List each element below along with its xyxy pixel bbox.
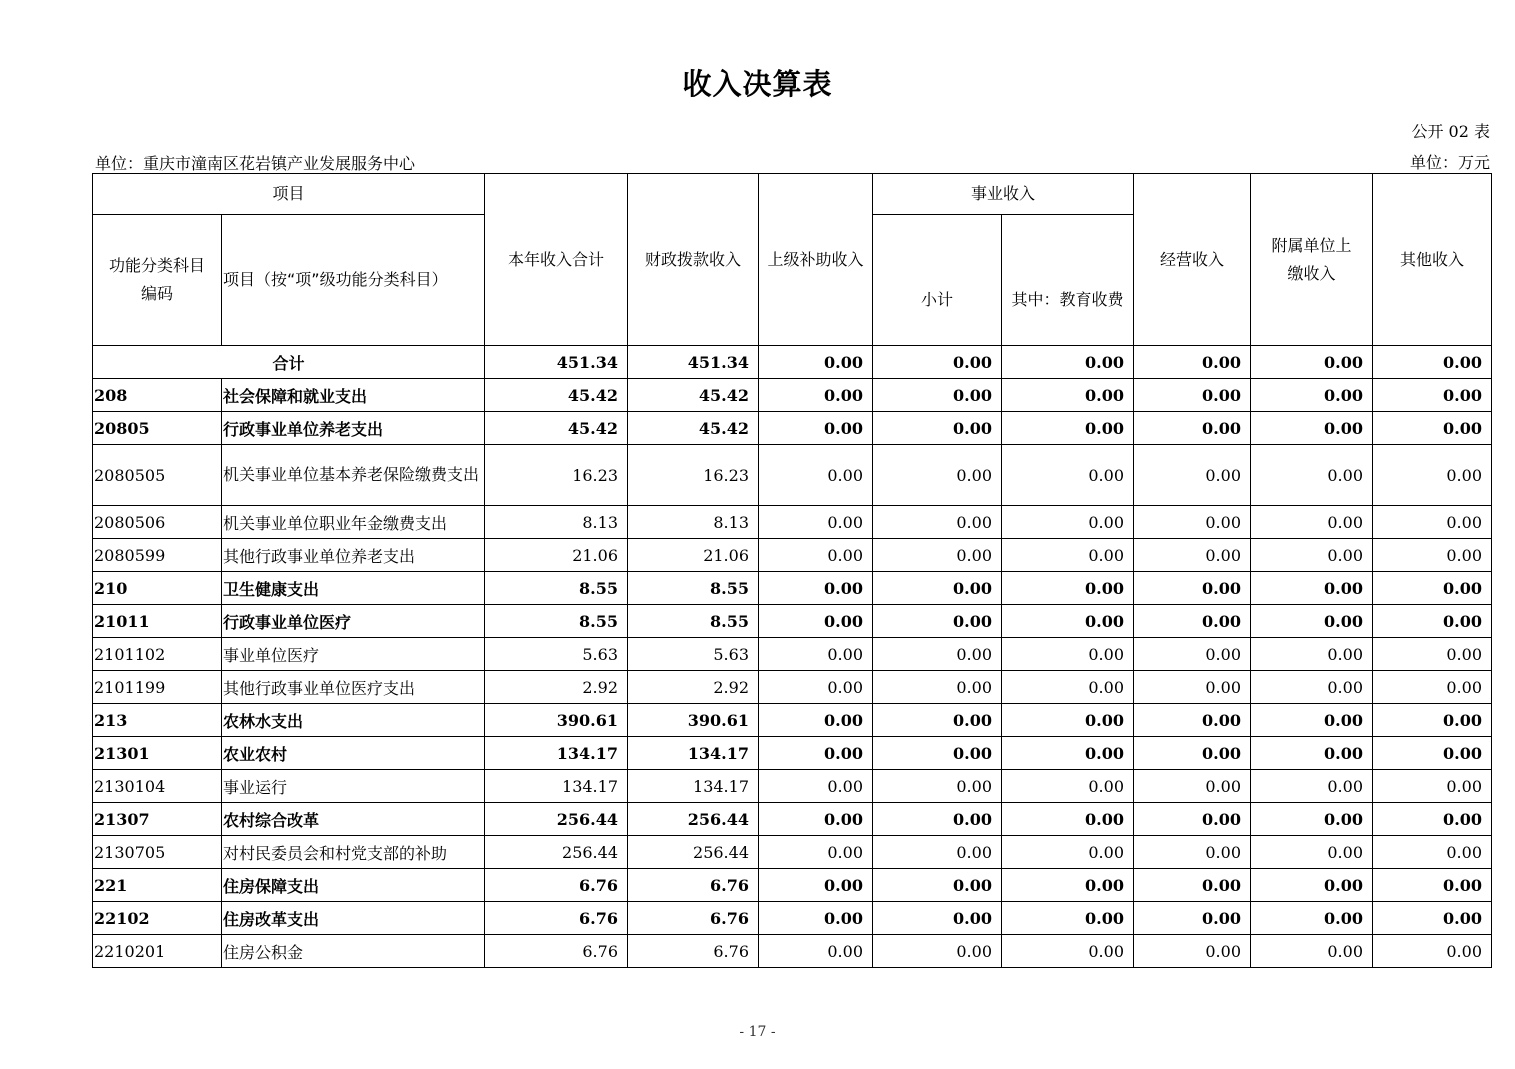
total-value: 0.00 <box>759 346 873 379</box>
table-row <box>93 704 1492 737</box>
row-value: 0.00 <box>873 572 1002 605</box>
row-value: 0.00 <box>1134 671 1251 704</box>
table-row <box>93 671 1492 704</box>
row-value: 0.00 <box>1002 935 1134 968</box>
row-value: 0.00 <box>873 638 1002 671</box>
row-value: 0.00 <box>1134 836 1251 869</box>
form-number: 公开 02 表 <box>1411 122 1490 141</box>
row-value: 0.00 <box>1251 605 1373 638</box>
total-value: 0.00 <box>1002 346 1134 379</box>
row-value: 0.00 <box>759 671 873 704</box>
row-value: 0.00 <box>1251 770 1373 803</box>
row-value: 0.00 <box>873 737 1002 770</box>
row-value: 21.06 <box>628 539 759 572</box>
row-name: 农林水支出 <box>222 704 485 737</box>
row-code: 2101199 <box>93 671 222 704</box>
row-value: 0.00 <box>1002 869 1134 902</box>
row-value: 0.00 <box>1373 638 1492 671</box>
row-value: 0.00 <box>759 506 873 539</box>
row-value: 0.00 <box>1251 737 1373 770</box>
row-code: 2080599 <box>93 539 222 572</box>
row-value: 0.00 <box>1251 902 1373 935</box>
total-label: 合计 <box>93 346 485 379</box>
row-value: 16.23 <box>628 445 759 506</box>
row-value: 6.76 <box>485 869 628 902</box>
row-value: 0.00 <box>1002 379 1134 412</box>
row-value: 0.00 <box>873 539 1002 572</box>
row-value: 6.76 <box>628 869 759 902</box>
row-value: 0.00 <box>1002 605 1134 638</box>
row-value: 0.00 <box>1373 869 1492 902</box>
page-number: - 17 - <box>739 1024 776 1040</box>
header-operating: 经营收入 <box>1134 174 1251 346</box>
row-value: 0.00 <box>1134 605 1251 638</box>
table-row <box>93 412 1492 445</box>
row-name: 机关事业单位基本养老保险缴费支出 <box>222 445 485 506</box>
table-row <box>93 572 1492 605</box>
row-value: 0.00 <box>1373 412 1492 445</box>
row-value: 256.44 <box>485 803 628 836</box>
row-value: 134.17 <box>628 770 759 803</box>
row-value: 0.00 <box>1373 704 1492 737</box>
row-value: 0.00 <box>1373 572 1492 605</box>
row-value: 256.44 <box>628 803 759 836</box>
row-code: 2210201 <box>93 935 222 968</box>
total-value: 0.00 <box>873 346 1002 379</box>
row-value: 0.00 <box>759 836 873 869</box>
row-value: 0.00 <box>1373 445 1492 506</box>
row-value: 6.76 <box>485 935 628 968</box>
row-value: 256.44 <box>628 836 759 869</box>
row-value: 134.17 <box>485 737 628 770</box>
row-value: 0.00 <box>873 704 1002 737</box>
row-value: 0.00 <box>873 770 1002 803</box>
row-value: 0.00 <box>873 803 1002 836</box>
row-code: 213 <box>93 704 222 737</box>
table-row <box>93 902 1492 935</box>
row-value: 0.00 <box>1002 445 1134 506</box>
row-value: 134.17 <box>628 737 759 770</box>
row-value: 45.42 <box>628 379 759 412</box>
row-name: 事业单位医疗 <box>222 638 485 671</box>
row-name: 卫生健康支出 <box>222 572 485 605</box>
row-value: 0.00 <box>1134 935 1251 968</box>
row-name: 住房保障支出 <box>222 869 485 902</box>
total-value: 0.00 <box>1134 346 1251 379</box>
row-name: 其他行政事业单位医疗支出 <box>222 671 485 704</box>
row-value: 8.55 <box>628 572 759 605</box>
row-value: 390.61 <box>485 704 628 737</box>
row-value: 21.06 <box>485 539 628 572</box>
row-name: 农业农村 <box>222 737 485 770</box>
row-name: 行政事业单位养老支出 <box>222 412 485 445</box>
row-value: 0.00 <box>759 445 873 506</box>
row-code: 22102 <box>93 902 222 935</box>
header-education-fee: 其中：教育收费 <box>1002 215 1134 346</box>
row-value: 5.63 <box>485 638 628 671</box>
row-value: 0.00 <box>1251 412 1373 445</box>
row-value: 0.00 <box>873 935 1002 968</box>
page-title: 收入决算表 <box>682 67 833 101</box>
row-value: 0.00 <box>1002 539 1134 572</box>
row-code: 208 <box>93 379 222 412</box>
row-value: 0.00 <box>759 539 873 572</box>
row-value: 8.13 <box>628 506 759 539</box>
row-value: 0.00 <box>1373 836 1492 869</box>
table-row <box>93 539 1492 572</box>
table-row <box>93 935 1492 968</box>
row-value: 0.00 <box>1251 803 1373 836</box>
table-row <box>93 737 1492 770</box>
row-value: 0.00 <box>759 412 873 445</box>
row-value: 0.00 <box>1251 379 1373 412</box>
header-project-group: 项目 <box>93 174 485 215</box>
total-value: 451.34 <box>628 346 759 379</box>
row-value: 0.00 <box>1134 572 1251 605</box>
table-row <box>93 379 1492 412</box>
header-other: 其他收入 <box>1373 174 1492 346</box>
row-value: 256.44 <box>485 836 628 869</box>
row-value: 0.00 <box>873 671 1002 704</box>
row-code: 21301 <box>93 737 222 770</box>
row-value: 8.55 <box>485 572 628 605</box>
total-value: 0.00 <box>1373 346 1492 379</box>
row-value: 0.00 <box>759 704 873 737</box>
header-superior-subsidy: 上级补助收入 <box>759 174 873 346</box>
row-code: 2080506 <box>93 506 222 539</box>
header-business-group: 事业收入 <box>873 174 1134 215</box>
row-name: 对村民委员会和村党支部的补助 <box>222 836 485 869</box>
row-value: 0.00 <box>873 836 1002 869</box>
table-row <box>93 836 1492 869</box>
row-code: 2101102 <box>93 638 222 671</box>
row-value: 0.00 <box>1373 506 1492 539</box>
total-value: 0.00 <box>1251 346 1373 379</box>
row-value: 0.00 <box>1002 506 1134 539</box>
row-value: 0.00 <box>1134 379 1251 412</box>
header-subtotal: 小计 <box>873 215 1002 346</box>
row-code: 2130104 <box>93 770 222 803</box>
row-value: 0.00 <box>1373 737 1492 770</box>
row-value: 0.00 <box>759 605 873 638</box>
row-value: 0.00 <box>1134 737 1251 770</box>
row-code: 21011 <box>93 605 222 638</box>
row-code: 21307 <box>93 803 222 836</box>
row-value: 5.63 <box>628 638 759 671</box>
row-value: 0.00 <box>759 902 873 935</box>
row-value: 8.13 <box>485 506 628 539</box>
row-value: 0.00 <box>1002 638 1134 671</box>
row-value: 0.00 <box>759 572 873 605</box>
row-value: 0.00 <box>759 869 873 902</box>
row-value: 0.00 <box>873 412 1002 445</box>
header-fiscal: 财政拨款收入 <box>628 174 759 346</box>
row-value: 0.00 <box>1251 704 1373 737</box>
row-name: 社会保障和就业支出 <box>222 379 485 412</box>
row-value: 6.76 <box>628 902 759 935</box>
row-value: 0.00 <box>873 445 1002 506</box>
row-value: 0.00 <box>1134 869 1251 902</box>
header-affiliated: 附属单位上缴收入 <box>1251 174 1373 346</box>
row-name: 其他行政事业单位养老支出 <box>222 539 485 572</box>
row-value: 0.00 <box>1251 869 1373 902</box>
header-total-income: 本年收入合计 <box>485 174 628 346</box>
row-value: 0.00 <box>873 902 1002 935</box>
row-value: 8.55 <box>628 605 759 638</box>
total-value: 451.34 <box>485 346 628 379</box>
row-value: 0.00 <box>1002 412 1134 445</box>
row-value: 0.00 <box>873 869 1002 902</box>
row-value: 0.00 <box>1002 704 1134 737</box>
row-value: 0.00 <box>1373 379 1492 412</box>
table-row <box>93 638 1492 671</box>
table-row <box>93 506 1492 539</box>
row-value: 0.00 <box>1002 803 1134 836</box>
row-value: 0.00 <box>1002 572 1134 605</box>
row-code: 221 <box>93 869 222 902</box>
row-value: 0.00 <box>1251 671 1373 704</box>
row-value: 0.00 <box>759 737 873 770</box>
row-value: 0.00 <box>1002 671 1134 704</box>
row-value: 0.00 <box>1002 770 1134 803</box>
table-row <box>93 803 1492 836</box>
row-value: 45.42 <box>485 379 628 412</box>
table-row <box>93 770 1492 803</box>
table-row <box>93 605 1492 638</box>
row-value: 0.00 <box>1373 935 1492 968</box>
row-name: 行政事业单位医疗 <box>222 605 485 638</box>
row-value: 0.00 <box>1373 539 1492 572</box>
row-code: 210 <box>93 572 222 605</box>
row-value: 16.23 <box>485 445 628 506</box>
row-value: 0.00 <box>1002 902 1134 935</box>
row-name: 事业运行 <box>222 770 485 803</box>
table-row <box>93 869 1492 902</box>
row-name: 农村综合改革 <box>222 803 485 836</box>
row-value: 0.00 <box>1134 539 1251 572</box>
row-value: 0.00 <box>1373 671 1492 704</box>
row-value: 0.00 <box>1251 539 1373 572</box>
row-value: 0.00 <box>1251 836 1373 869</box>
row-value: 6.76 <box>628 935 759 968</box>
row-name: 住房改革支出 <box>222 902 485 935</box>
row-value: 8.55 <box>485 605 628 638</box>
table-row <box>93 445 1492 506</box>
row-value: 0.00 <box>1251 572 1373 605</box>
row-value: 0.00 <box>1373 902 1492 935</box>
row-value: 0.00 <box>1134 506 1251 539</box>
row-value: 0.00 <box>873 605 1002 638</box>
row-name: 机关事业单位职业年金缴费支出 <box>222 506 485 539</box>
unit-currency: 单位：万元 <box>1409 153 1490 172</box>
row-value: 0.00 <box>1373 803 1492 836</box>
row-value: 0.00 <box>1134 445 1251 506</box>
row-value: 0.00 <box>1134 412 1251 445</box>
row-code: 2130705 <box>93 836 222 869</box>
row-code: 20805 <box>93 412 222 445</box>
row-value: 0.00 <box>1002 737 1134 770</box>
row-value: 0.00 <box>1373 770 1492 803</box>
unit-organization: 单位：重庆市潼南区花岩镇产业发展服务中心 <box>95 154 416 173</box>
row-value: 0.00 <box>1251 638 1373 671</box>
row-value: 6.76 <box>485 902 628 935</box>
row-value: 0.00 <box>759 803 873 836</box>
row-value: 134.17 <box>485 770 628 803</box>
row-value: 2.92 <box>485 671 628 704</box>
row-value: 0.00 <box>1251 935 1373 968</box>
table-row-total <box>93 346 1492 379</box>
row-value: 0.00 <box>1373 605 1492 638</box>
row-name: 住房公积金 <box>222 935 485 968</box>
row-value: 0.00 <box>873 379 1002 412</box>
row-value: 45.42 <box>485 412 628 445</box>
header-code: 功能分类科目编码 <box>93 215 222 346</box>
row-value: 45.42 <box>628 412 759 445</box>
header-name: 项目（按“项”级功能分类科目） <box>222 215 485 346</box>
row-value: 0.00 <box>1251 506 1373 539</box>
row-value: 0.00 <box>1134 803 1251 836</box>
row-value: 0.00 <box>759 638 873 671</box>
row-value: 390.61 <box>628 704 759 737</box>
row-value: 0.00 <box>873 506 1002 539</box>
row-value: 0.00 <box>1134 770 1251 803</box>
row-code: 2080505 <box>93 445 222 506</box>
row-value: 0.00 <box>1002 836 1134 869</box>
row-value: 0.00 <box>759 379 873 412</box>
row-value: 0.00 <box>1134 704 1251 737</box>
row-value: 0.00 <box>1134 638 1251 671</box>
row-value: 0.00 <box>759 770 873 803</box>
row-value: 0.00 <box>759 935 873 968</box>
row-value: 0.00 <box>1134 902 1251 935</box>
income-table <box>92 173 1492 968</box>
row-value: 0.00 <box>1251 445 1373 506</box>
row-value: 2.92 <box>628 671 759 704</box>
